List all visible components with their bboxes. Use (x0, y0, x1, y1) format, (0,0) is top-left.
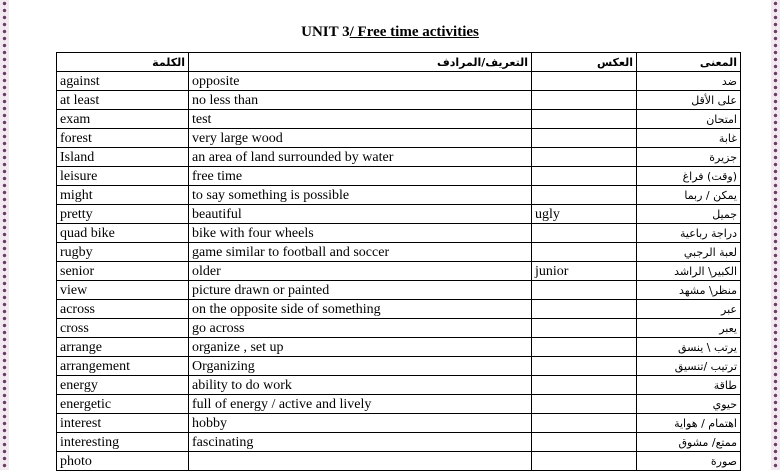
cell-meaning: يرتب \ ينسق (637, 338, 741, 357)
cell-word: energetic (57, 395, 189, 414)
cell-meaning: دراجة رباعية (637, 224, 741, 243)
cell-definition: go across (189, 319, 532, 338)
cell-definition: game similar to football and soccer (189, 243, 532, 262)
cell-opposite (532, 300, 637, 319)
table-header-row (57, 53, 741, 72)
cell-word: at least (57, 91, 189, 110)
table-row (57, 300, 741, 319)
cell-definition: an area of land surrounded by water (189, 148, 532, 167)
cell-definition: very large wood (189, 129, 532, 148)
cell-definition: full of energy / active and lively (189, 395, 532, 414)
cell-word: quad bike (57, 224, 189, 243)
cell-opposite: ugly (532, 205, 637, 224)
cell-opposite (532, 281, 637, 300)
cell-opposite (532, 91, 637, 110)
header-opposite: العكس (532, 53, 637, 72)
cell-definition: ability to do work (189, 376, 532, 395)
table-row (57, 129, 741, 148)
table-row (57, 433, 741, 452)
table-row (57, 338, 741, 357)
cell-word: senior (57, 262, 189, 281)
table-row (57, 186, 741, 205)
cell-word: energy (57, 376, 189, 395)
cell-definition: beautiful (189, 205, 532, 224)
cell-meaning: ممتع/ مشوق (637, 433, 741, 452)
table-row (57, 72, 741, 91)
table-row (57, 110, 741, 129)
cell-opposite (532, 414, 637, 433)
cell-word: against (57, 72, 189, 91)
cell-word: might (57, 186, 189, 205)
cell-meaning: ضد (637, 72, 741, 91)
cell-opposite (532, 129, 637, 148)
cell-definition: picture drawn or painted (189, 281, 532, 300)
cell-word: arrangement (57, 357, 189, 376)
cell-opposite (532, 395, 637, 414)
table-row (57, 167, 741, 186)
table-row (57, 452, 741, 471)
cell-definition: test (189, 110, 532, 129)
cell-meaning: على الأقل (637, 91, 741, 110)
cell-definition: Organizing (189, 357, 532, 376)
cell-opposite (532, 243, 637, 262)
cell-definition: hobby (189, 414, 532, 433)
title-unit: UNIT 3 (301, 24, 350, 40)
cell-meaning: يمكن / ربما (637, 186, 741, 205)
cell-word: interest (57, 414, 189, 433)
table-row (57, 205, 741, 224)
vocabulary-table (56, 52, 741, 471)
cell-meaning: اهتمام / هواية (637, 414, 741, 433)
cell-opposite (532, 452, 637, 471)
cell-opposite (532, 148, 637, 167)
table-row (57, 224, 741, 243)
header-meaning: المعنى (637, 53, 741, 72)
table-row (57, 319, 741, 338)
table-row (57, 357, 741, 376)
cell-word: forest (57, 129, 189, 148)
cell-opposite (532, 319, 637, 338)
decorative-border-right (771, 0, 780, 470)
cell-definition: bike with four wheels (189, 224, 532, 243)
cell-meaning: (وقت) فراغ (637, 167, 741, 186)
cell-word: photo (57, 452, 189, 471)
cell-meaning: عبر (637, 300, 741, 319)
table-row (57, 262, 741, 281)
cell-meaning: جميل (637, 205, 741, 224)
cell-opposite: junior (532, 262, 637, 281)
cell-definition: older (189, 262, 532, 281)
cell-meaning: ترتيب /تنسيق (637, 357, 741, 376)
cell-meaning: لعبة الرجبي (637, 243, 741, 262)
cell-opposite (532, 224, 637, 243)
header-definition: التعريف/المرادف (189, 53, 532, 72)
cell-opposite (532, 186, 637, 205)
header-word: الكلمة (57, 53, 189, 72)
cell-definition: fascinating (189, 433, 532, 452)
cell-opposite (532, 110, 637, 129)
table-row (57, 281, 741, 300)
cell-definition: to say something is possible (189, 186, 532, 205)
cell-word: exam (57, 110, 189, 129)
cell-meaning: يعبر (637, 319, 741, 338)
table-row (57, 395, 741, 414)
cell-definition: organize , set up (189, 338, 532, 357)
table-row (57, 414, 741, 433)
page-title (0, 24, 780, 41)
cell-meaning: صورة (637, 452, 741, 471)
cell-word: across (57, 300, 189, 319)
cell-meaning: جزيرة (637, 148, 741, 167)
cell-definition (189, 452, 532, 471)
cell-definition: free time (189, 167, 532, 186)
cell-definition: no less than (189, 91, 532, 110)
cell-definition: opposite (189, 72, 532, 91)
cell-meaning: غابة (637, 129, 741, 148)
cell-meaning: حيوي (637, 395, 741, 414)
cell-word: view (57, 281, 189, 300)
cell-opposite (532, 167, 637, 186)
cell-word: rugby (57, 243, 189, 262)
cell-word: interesting (57, 433, 189, 452)
cell-definition: on the opposite side of something (189, 300, 532, 319)
cell-word: leisure (57, 167, 189, 186)
cell-word: pretty (57, 205, 189, 224)
table-row (57, 148, 741, 167)
cell-opposite (532, 357, 637, 376)
table-row (57, 243, 741, 262)
table-row (57, 91, 741, 110)
title-topic: / Free time activities (349, 24, 479, 40)
cell-opposite (532, 433, 637, 452)
cell-opposite (532, 376, 637, 395)
cell-opposite (532, 338, 637, 357)
cell-meaning: منظر\ مشهد (637, 281, 741, 300)
decorative-border-left (0, 0, 9, 470)
cell-meaning: طاقة (637, 376, 741, 395)
cell-word: cross (57, 319, 189, 338)
table-row (57, 376, 741, 395)
cell-meaning: الكبير\ الراشد (637, 262, 741, 281)
cell-word: Island (57, 148, 189, 167)
cell-opposite (532, 72, 637, 91)
cell-meaning: امتحان (637, 110, 741, 129)
cell-word: arrange (57, 338, 189, 357)
